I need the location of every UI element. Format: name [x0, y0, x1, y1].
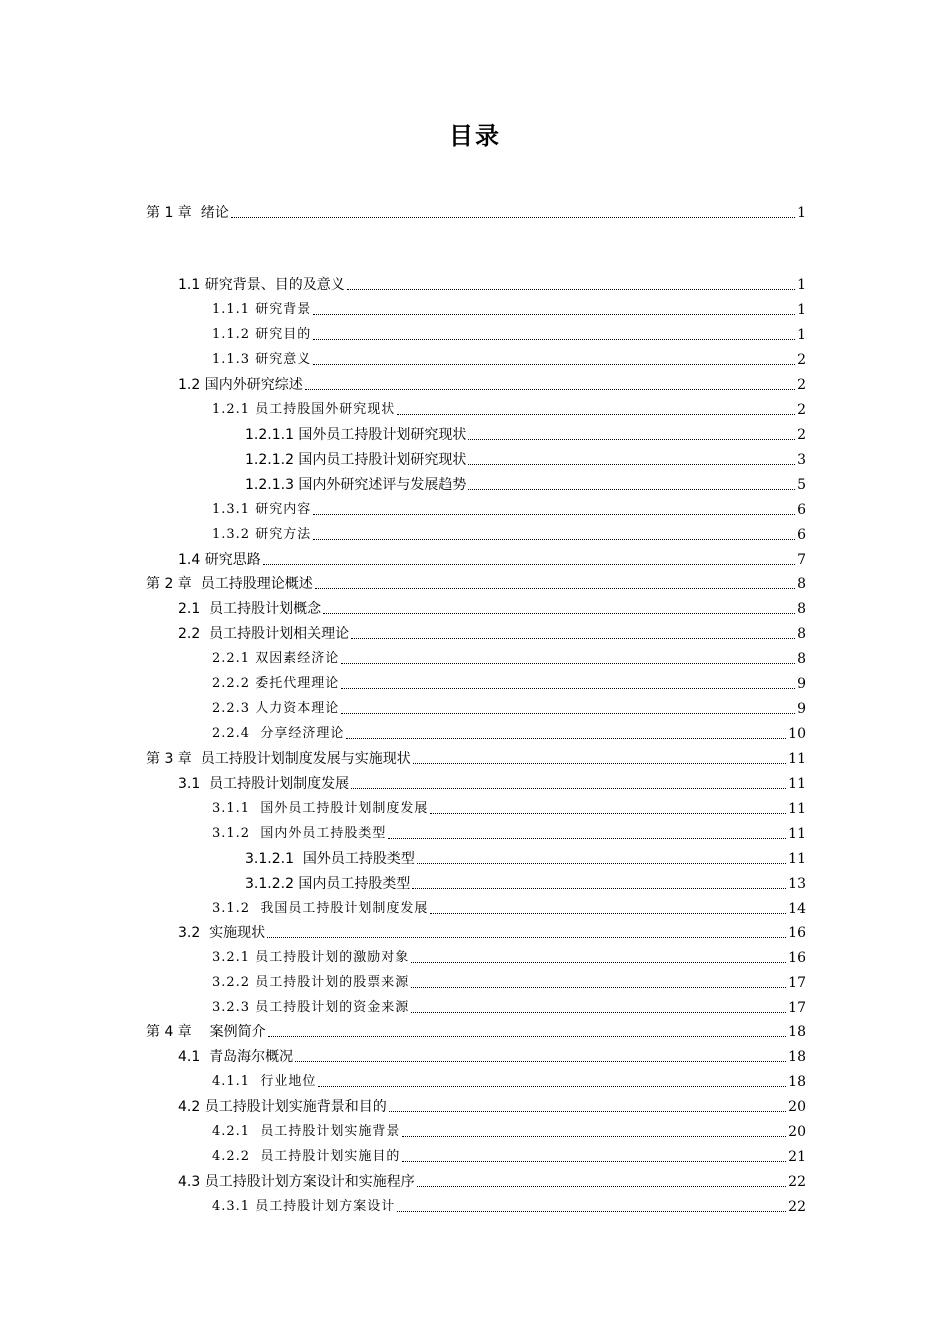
toc-entry-page: 7: [797, 552, 806, 568]
toc-entry[interactable]: [178, 1093, 806, 1117]
toc-leader: [351, 788, 786, 789]
toc-entry-label: 1.1.3 研究意义: [212, 352, 312, 367]
toc-entry-page: 17: [788, 1000, 806, 1016]
toc-entry-page: 17: [788, 975, 806, 991]
toc-entry[interactable]: [178, 620, 806, 644]
toc-leader: [295, 1061, 786, 1062]
toc-entry[interactable]: [212, 296, 806, 320]
toc-entry-label: 3.1.2.1 国外员工持股类型: [245, 851, 415, 867]
toc-entry[interactable]: [212, 969, 806, 993]
toc-entry-page: 2: [797, 402, 806, 418]
toc-entry-page: 20: [788, 1124, 806, 1140]
toc-entry-page: 11: [788, 826, 806, 842]
toc-entry[interactable]: [245, 421, 806, 445]
toc-leader: [313, 539, 795, 540]
toc-entry-label: 2.1 员工持股计划概念: [178, 601, 322, 617]
toc-leader: [341, 713, 795, 714]
toc-entry-label: 1.2.1.3 国内外研究述评与发展趋势: [245, 477, 467, 493]
toc-leader: [411, 987, 786, 988]
toc-leader: [323, 613, 795, 614]
toc-entry[interactable]: [212, 944, 806, 968]
toc-entry[interactable]: [212, 346, 806, 370]
toc-leader: [417, 1186, 786, 1187]
toc-entry-page: 8: [797, 576, 806, 592]
toc-entry[interactable]: [146, 199, 806, 223]
toc-entry[interactable]: [178, 595, 806, 619]
toc-leader: [417, 863, 786, 864]
toc-entry-label: 3.2.1 员工持股计划的激励对象: [212, 950, 410, 965]
toc-leader: [346, 738, 786, 739]
toc-leader: [430, 913, 786, 914]
toc-leader: [397, 414, 795, 415]
toc-entry[interactable]: [212, 670, 806, 694]
toc-entry-page: 8: [797, 651, 806, 667]
toc-entry[interactable]: [212, 396, 806, 420]
toc-leader: [315, 588, 795, 589]
toc-entry-label: 第 2 章 员工持股理论概述: [146, 576, 313, 592]
toc-entry-page: 1: [797, 205, 806, 221]
toc-entry-page: 21: [788, 1149, 806, 1165]
toc-entry-page: 9: [797, 701, 806, 717]
toc-entry-label: 第 3 章 员工持股计划制度发展与实施现状: [146, 751, 411, 767]
toc-entry[interactable]: [212, 645, 806, 669]
toc-leader: [268, 1036, 787, 1037]
toc-entry-page: 2: [797, 352, 806, 368]
toc-entry-label: 4.2 员工持股计划实施背景和目的: [178, 1099, 387, 1115]
toc-leader: [430, 813, 786, 814]
toc-leader: [351, 638, 795, 639]
toc-leader: [267, 937, 786, 938]
toc-leader: [341, 663, 795, 664]
toc-entry-page: 11: [788, 751, 806, 767]
toc-entry[interactable]: [178, 770, 806, 794]
toc-entry[interactable]: [212, 1143, 806, 1167]
toc-leader: [411, 1012, 786, 1013]
toc-entry[interactable]: [178, 919, 806, 943]
toc-leader: [263, 564, 795, 565]
toc-entry-page: 16: [788, 925, 806, 941]
toc-entry-page: 11: [788, 776, 806, 792]
toc-leader: [341, 688, 795, 689]
toc-entry-label: 2.2.2 委托代理理论: [212, 676, 340, 691]
toc-entry-page: 11: [788, 801, 806, 817]
toc-leader: [318, 1086, 786, 1087]
toc-leader: [388, 838, 786, 839]
toc-entry-page: 8: [797, 626, 806, 642]
toc-entry[interactable]: [178, 1043, 806, 1067]
toc-entry-label: 1.4 研究思路: [178, 552, 261, 568]
toc-entry-label: 3.1.2 国内外员工持股类型: [212, 826, 387, 841]
toc-entry-label: 3.1.1 国外员工持股计划制度发展: [212, 801, 429, 816]
toc-entry-page: 1: [797, 327, 806, 343]
toc-entry-page: 20: [788, 1099, 806, 1115]
toc-entry-page: 3: [797, 452, 806, 468]
toc-entry-page: 13: [788, 876, 806, 892]
toc-entry-label: 4.2.2 员工持股计划实施目的: [212, 1149, 401, 1164]
toc-entry-label: 1.1 研究背景、目的及意义: [178, 277, 345, 293]
toc-entry[interactable]: [212, 895, 806, 919]
toc-entry-label: 1.2 国内外研究综述: [178, 377, 303, 393]
toc-entry-label: 3.1.2 我国员工持股计划制度发展: [212, 901, 429, 916]
toc-leader: [411, 962, 786, 963]
toc-entry[interactable]: [178, 271, 806, 295]
toc-entry-label: 1.2.1.1 国外员工持股计划研究现状: [245, 427, 467, 443]
toc-leader: [231, 217, 795, 218]
toc-leader: [389, 1111, 786, 1112]
toc-leader: [313, 364, 795, 365]
toc-entry-label: 第 4 章 案例简介: [146, 1024, 266, 1040]
toc-entry-page: 18: [788, 1024, 806, 1040]
toc-entry[interactable]: [146, 570, 806, 594]
toc-entry-page: 18: [788, 1049, 806, 1065]
toc-entry-label: 3.2.3 员工持股计划的资金来源: [212, 1000, 410, 1015]
toc-entry-page: 1: [797, 302, 806, 318]
toc-entry-label: 4.1 青岛海尔概况: [178, 1049, 294, 1065]
toc-entry[interactable]: [212, 1068, 806, 1092]
toc-entry[interactable]: [212, 496, 806, 520]
toc-entry-page: 6: [797, 527, 806, 543]
toc-entry-page: 2: [797, 377, 806, 393]
toc-entry[interactable]: [178, 371, 806, 395]
toc-leader: [313, 314, 795, 315]
toc-entry[interactable]: [245, 870, 806, 894]
toc-entry-page: 9: [797, 676, 806, 692]
toc-entry[interactable]: [212, 720, 806, 744]
toc-leader: [402, 1136, 786, 1137]
toc-entry[interactable]: [245, 471, 806, 495]
toc-leader: [468, 489, 795, 490]
toc-entry[interactable]: [178, 546, 806, 570]
toc-leader: [468, 464, 795, 465]
toc-entry-label: 1.3.1 研究内容: [212, 502, 312, 517]
toc-entry-label: 1.2.1 员工持股国外研究现状: [212, 402, 396, 417]
toc-entry[interactable]: [212, 994, 806, 1018]
toc-entry[interactable]: [212, 321, 806, 345]
toc-entry-page: 14: [788, 901, 806, 917]
toc-entry[interactable]: [178, 1168, 806, 1192]
toc-entry-page: 11: [788, 851, 806, 867]
toc-entry-page: 6: [797, 502, 806, 518]
toc-entry-label: 2.2.1 双因素经济论: [212, 651, 340, 666]
toc-leader: [468, 439, 795, 440]
toc-entry-label: 第 1 章 绪论: [146, 205, 229, 221]
toc-leader: [347, 289, 795, 290]
toc-entry-page: 16: [788, 950, 806, 966]
toc-entry[interactable]: [212, 521, 806, 545]
toc-entry-label: 3.2.2 员工持股计划的股票来源: [212, 975, 410, 990]
toc-entry-label: 1.1.2 研究目的: [212, 327, 312, 342]
toc-entry-label: 4.3 员工持股计划方案设计和实施程序: [178, 1174, 415, 1190]
toc-leader: [305, 389, 795, 390]
toc-entry-page: 8: [797, 601, 806, 617]
toc-entry-page: 22: [788, 1199, 806, 1215]
toc-entry-label: 4.3.1 员工持股计划方案设计: [212, 1199, 396, 1214]
toc-entry-page: 5: [797, 477, 806, 493]
toc-entry[interactable]: [212, 1118, 806, 1142]
toc-leader: [402, 1161, 786, 1162]
toc-leader: [397, 1211, 786, 1212]
toc-entry-page: 18: [788, 1074, 806, 1090]
toc-leader: [412, 888, 786, 889]
toc-entry-label: 2.2.3 人力资本理论: [212, 701, 340, 716]
toc-leader: [313, 514, 795, 515]
toc-entry-page: 22: [788, 1174, 806, 1190]
toc-title: 目录: [449, 122, 501, 150]
toc-entry-label: 3.1 员工持股计划制度发展: [178, 776, 350, 792]
toc-entry-label: 4.1.1 行业地位: [212, 1074, 317, 1089]
toc-entry-label: 2.2 员工持股计划相关理论: [178, 626, 350, 642]
toc-entry-label: 3.2 实施现状: [178, 925, 266, 941]
toc-entry-label: 4.2.1 员工持股计划实施背景: [212, 1124, 401, 1139]
toc-entry-page: 10: [788, 726, 806, 742]
toc-entry[interactable]: [245, 845, 806, 869]
toc-entry-page: 1: [797, 277, 806, 293]
toc-leader: [313, 339, 795, 340]
toc-entry-label: 1.1.1 研究背景: [212, 302, 312, 317]
toc-entry[interactable]: [212, 820, 806, 844]
toc-entry[interactable]: [212, 1193, 806, 1217]
toc-entry-page: 2: [797, 427, 806, 443]
toc-entry[interactable]: [212, 695, 806, 719]
toc-entry-label: 1.2.1.2 国内员工持股计划研究现状: [245, 452, 467, 468]
toc-leader: [413, 763, 786, 764]
toc-entry[interactable]: [146, 745, 806, 769]
toc-entry[interactable]: [146, 1018, 806, 1042]
toc-entry[interactable]: [245, 446, 806, 470]
toc-entry-label: 2.2.4 分享经济理论: [212, 726, 345, 741]
toc-entry[interactable]: [212, 795, 806, 819]
toc-entry-label: 3.1.2.2 国内员工持股类型: [245, 876, 411, 892]
toc-entry-label: 1.3.2 研究方法: [212, 527, 312, 542]
